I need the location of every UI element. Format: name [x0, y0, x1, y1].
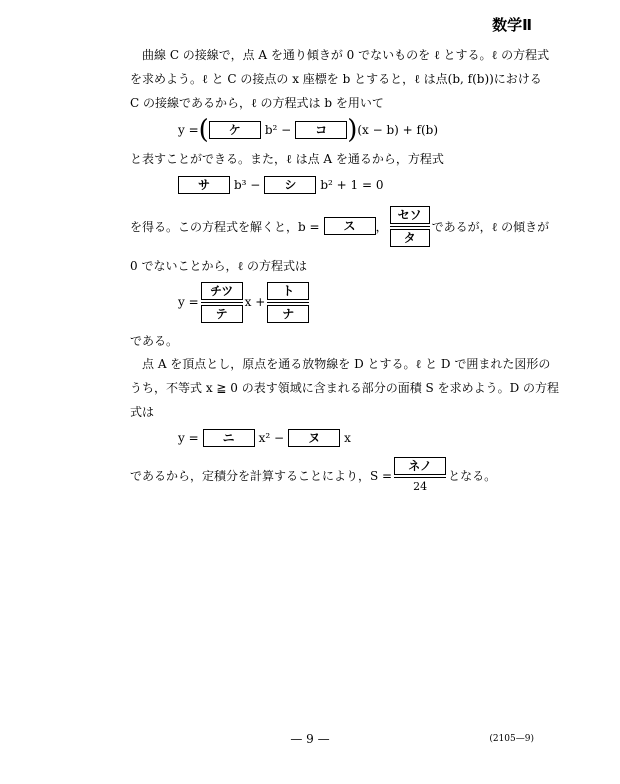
eq1-close-paren: )	[347, 115, 358, 145]
para1-line1: 曲線 C の接線で，点 A を通り傾きが 0 でないものを ℓ とする。ℓ の方程式	[142, 48, 550, 62]
eq3-lhs: y =	[178, 295, 199, 309]
eq4-tail: x	[344, 431, 351, 445]
para4-line1: である。	[130, 334, 179, 348]
fraction-seso-ta	[390, 206, 430, 247]
para2-line1: と表すことができる。また，ℓ は点 A を通るから，方程式	[130, 152, 444, 166]
page-code: (2105—9)	[489, 734, 534, 744]
answer-box-ke[interactable]: ケ	[209, 121, 261, 139]
para3-line2: 0 でないことから，ℓ の方程式は	[130, 259, 308, 273]
equation-line-l	[178, 279, 311, 325]
para5-line2: うち，不等式 x ≧ 0 の表す領域に含まれる部分の面積 S を求めよう。D の方程	[130, 381, 560, 395]
equation-parabola	[178, 427, 351, 449]
eq1-open-paren: (	[198, 115, 209, 145]
para3-comma: ，	[375, 219, 388, 234]
eq2-tail: b² + 1 = 0	[320, 178, 384, 192]
answer-box-neno[interactable]: ネノ	[394, 457, 446, 475]
denominator-24: 24	[413, 479, 428, 493]
para1-line2: を求めよう。ℓ と C の接点の x 座標を b とすると，ℓ は点(b, f(b))における	[130, 72, 542, 86]
answer-box-su[interactable]: ス	[324, 217, 376, 235]
eq3-mid: x +	[244, 295, 266, 309]
eq1-lhs: y =	[178, 123, 199, 137]
fraction-neno-24	[394, 457, 446, 494]
para3-pre: を得る。この方程式を解くと，b =	[130, 219, 320, 234]
para6-post: となる。	[448, 468, 497, 483]
eq4-term-a: x² −	[258, 431, 285, 445]
para1-line3: C の接線であるから，ℓ の方程式は b を用いて	[130, 96, 384, 110]
para6-pre: であるから，定積分を計算することにより，S =	[130, 468, 393, 483]
answer-box-ta[interactable]: タ	[390, 229, 430, 247]
answer-box-ni[interactable]: ニ	[203, 429, 255, 447]
answer-box-nu[interactable]: ヌ	[288, 429, 340, 447]
page-number: — 9 —	[290, 732, 330, 746]
subject-title: 数学Ⅱ	[492, 16, 532, 34]
fraction-to-na	[267, 282, 309, 323]
fraction-chitsu-te	[201, 282, 243, 323]
area-line	[130, 455, 496, 495]
answer-box-te[interactable]: テ	[201, 305, 243, 323]
para5-line1: 点 A を頂点とし，原点を通る放物線を D とする。ℓ と D で囲まれた図形の	[142, 357, 551, 371]
answer-box-shi[interactable]: シ	[264, 176, 316, 194]
equation-tangent	[178, 116, 438, 144]
answer-box-ko[interactable]: コ	[295, 121, 347, 139]
para3-post: であるが，ℓ の傾きが	[431, 219, 550, 234]
para5-line3: 式は	[130, 405, 155, 419]
answer-box-seso[interactable]: セソ	[390, 206, 430, 224]
eq2-term-a: b³ −	[234, 178, 261, 192]
eq1-term-a: b² −	[264, 123, 292, 137]
equation-cubic	[178, 174, 384, 196]
answer-box-sa[interactable]: サ	[178, 176, 230, 194]
answer-box-to[interactable]: ト	[267, 282, 309, 300]
answer-box-chitsu[interactable]: チツ	[201, 282, 243, 300]
eq4-lhs: y =	[178, 431, 199, 445]
answer-box-na[interactable]: ナ	[267, 305, 309, 323]
solution-line	[130, 203, 549, 249]
eq1-tail: (x − b) + f(b)	[357, 123, 439, 137]
